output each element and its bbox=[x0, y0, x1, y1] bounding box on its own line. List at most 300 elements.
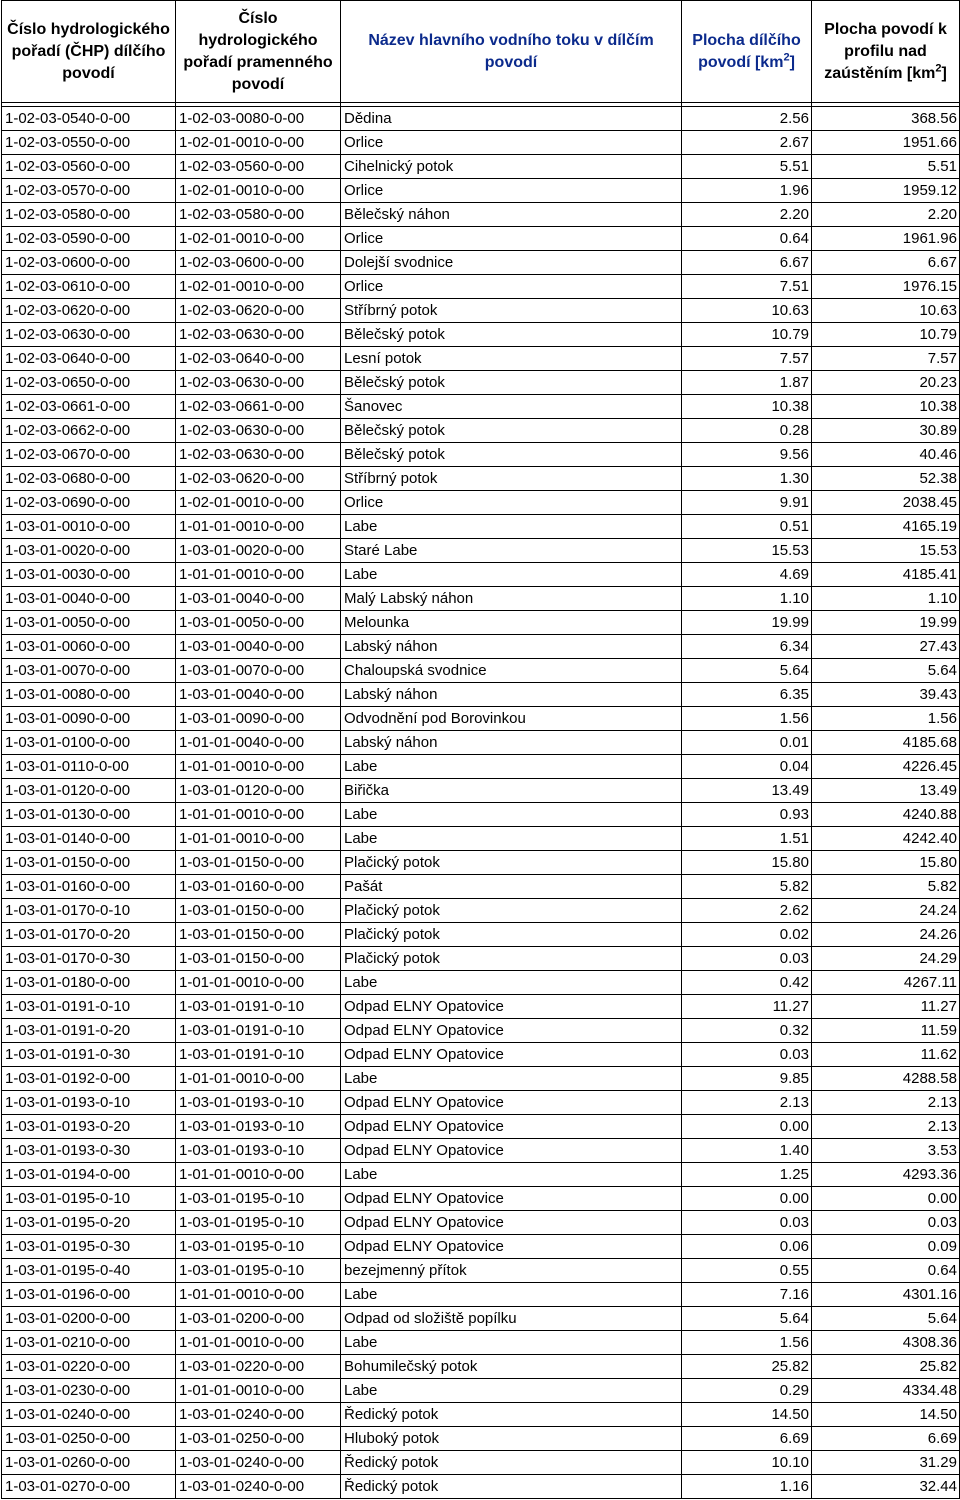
total-area-cell: 368.56 bbox=[812, 107, 960, 131]
river-name-cell: Hluboký potok bbox=[341, 1427, 682, 1451]
total-area-cell: 25.82 bbox=[812, 1355, 960, 1379]
river-name-cell: Odpad ELNY Opatovice bbox=[341, 1139, 682, 1163]
chp-cell: 1-03-01-0191-0-30 bbox=[2, 1043, 176, 1067]
table-row bbox=[2, 107, 960, 131]
table-row bbox=[2, 1139, 960, 1163]
river-name-cell: Plačický potok bbox=[341, 851, 682, 875]
table-row bbox=[2, 155, 960, 179]
subbasin-area-cell: 0.32 bbox=[682, 1019, 812, 1043]
source-chp-cell: 1-03-01-0020-0-00 bbox=[176, 539, 341, 563]
table-row bbox=[2, 1307, 960, 1331]
total-area-cell: 2.20 bbox=[812, 203, 960, 227]
table-row bbox=[2, 827, 960, 851]
river-name-cell: Labe bbox=[341, 1067, 682, 1091]
chp-cell: 1-02-03-0630-0-00 bbox=[2, 323, 176, 347]
river-name-cell: Pašát bbox=[341, 875, 682, 899]
source-chp-cell: 1-03-01-0200-0-00 bbox=[176, 1307, 341, 1331]
chp-cell: 1-03-01-0060-0-00 bbox=[2, 635, 176, 659]
source-chp-cell: 1-02-01-0010-0-00 bbox=[176, 179, 341, 203]
source-chp-cell: 1-01-01-0010-0-00 bbox=[176, 803, 341, 827]
river-name-cell: Bělečský potok bbox=[341, 419, 682, 443]
subbasin-area-cell: 1.16 bbox=[682, 1475, 812, 1499]
table-row bbox=[2, 899, 960, 923]
source-chp-cell: 1-01-01-0010-0-00 bbox=[176, 1163, 341, 1187]
total-area-cell: 1961.96 bbox=[812, 227, 960, 251]
chp-cell: 1-03-01-0230-0-00 bbox=[2, 1379, 176, 1403]
river-name-cell: Ředický potok bbox=[341, 1475, 682, 1499]
chp-cell: 1-03-01-0193-0-30 bbox=[2, 1139, 176, 1163]
table-row bbox=[2, 755, 960, 779]
total-area-cell: 3.53 bbox=[812, 1139, 960, 1163]
subbasin-area-cell: 5.64 bbox=[682, 1307, 812, 1331]
table-row bbox=[2, 1427, 960, 1451]
subbasin-area-cell: 0.03 bbox=[682, 947, 812, 971]
chp-cell: 1-03-01-0180-0-00 bbox=[2, 971, 176, 995]
total-area-cell: 10.38 bbox=[812, 395, 960, 419]
table-row bbox=[2, 1019, 960, 1043]
river-name-cell: Dědina bbox=[341, 107, 682, 131]
subbasin-area-cell: 14.50 bbox=[682, 1403, 812, 1427]
total-area-cell: 11.27 bbox=[812, 995, 960, 1019]
subbasin-area-cell: 7.57 bbox=[682, 347, 812, 371]
river-name-cell: Orlice bbox=[341, 491, 682, 515]
chp-cell: 1-03-01-0191-0-10 bbox=[2, 995, 176, 1019]
table-row bbox=[2, 1475, 960, 1499]
river-name-cell: Bělečský potok bbox=[341, 323, 682, 347]
chp-cell: 1-03-01-0110-0-00 bbox=[2, 755, 176, 779]
chp-cell: 1-02-03-0570-0-00 bbox=[2, 179, 176, 203]
chp-cell: 1-03-01-0195-0-10 bbox=[2, 1187, 176, 1211]
source-chp-cell: 1-03-01-0090-0-00 bbox=[176, 707, 341, 731]
river-name-cell: Odpad ELNY Opatovice bbox=[341, 995, 682, 1019]
chp-cell: 1-03-01-0160-0-00 bbox=[2, 875, 176, 899]
river-name-cell: Labe bbox=[341, 1283, 682, 1307]
chp-cell: 1-03-01-0130-0-00 bbox=[2, 803, 176, 827]
table-row bbox=[2, 419, 960, 443]
total-area-cell: 15.80 bbox=[812, 851, 960, 875]
chp-cell: 1-03-01-0020-0-00 bbox=[2, 539, 176, 563]
source-chp-cell: 1-02-03-0600-0-00 bbox=[176, 251, 341, 275]
source-chp-cell: 1-03-01-0150-0-00 bbox=[176, 851, 341, 875]
source-chp-cell: 1-03-01-0220-0-00 bbox=[176, 1355, 341, 1379]
total-area-cell: 6.69 bbox=[812, 1427, 960, 1451]
subbasin-area-cell: 0.55 bbox=[682, 1259, 812, 1283]
table-row bbox=[2, 323, 960, 347]
river-name-cell: Malý Labský náhon bbox=[341, 587, 682, 611]
chp-cell: 1-03-01-0030-0-00 bbox=[2, 563, 176, 587]
river-name-cell: Labe bbox=[341, 971, 682, 995]
total-area-cell: 10.63 bbox=[812, 299, 960, 323]
source-chp-cell: 1-01-01-0010-0-00 bbox=[176, 755, 341, 779]
source-chp-cell: 1-01-01-0010-0-00 bbox=[176, 1379, 341, 1403]
table-row bbox=[2, 731, 960, 755]
chp-cell: 1-03-01-0195-0-40 bbox=[2, 1259, 176, 1283]
table-row bbox=[2, 1235, 960, 1259]
total-area-cell: 52.38 bbox=[812, 467, 960, 491]
source-chp-cell: 1-02-01-0010-0-00 bbox=[176, 491, 341, 515]
source-chp-cell: 1-02-03-0630-0-00 bbox=[176, 419, 341, 443]
source-chp-cell: 1-03-01-0193-0-10 bbox=[176, 1139, 341, 1163]
source-chp-cell: 1-02-03-0640-0-00 bbox=[176, 347, 341, 371]
subbasin-area-cell: 15.53 bbox=[682, 539, 812, 563]
total-area-cell: 5.64 bbox=[812, 1307, 960, 1331]
river-name-cell: Bělečský potok bbox=[341, 371, 682, 395]
table-row bbox=[2, 1259, 960, 1283]
table-row bbox=[2, 1115, 960, 1139]
chp-cell: 1-03-01-0220-0-00 bbox=[2, 1355, 176, 1379]
table-row bbox=[2, 1043, 960, 1067]
river-name-cell: Odpad ELNY Opatovice bbox=[341, 1235, 682, 1259]
subbasin-area-cell: 15.80 bbox=[682, 851, 812, 875]
source-chp-cell: 1-03-01-0240-0-00 bbox=[176, 1451, 341, 1475]
river-name-cell: bezejmenný přítok bbox=[341, 1259, 682, 1283]
chp-cell: 1-03-01-0080-0-00 bbox=[2, 683, 176, 707]
source-chp-cell: 1-01-01-0010-0-00 bbox=[176, 1283, 341, 1307]
total-area-cell: 24.24 bbox=[812, 899, 960, 923]
river-name-cell: Orlice bbox=[341, 131, 682, 155]
source-chp-cell: 1-02-03-0620-0-00 bbox=[176, 467, 341, 491]
subbasin-area-cell: 0.03 bbox=[682, 1043, 812, 1067]
river-name-cell: Labský náhon bbox=[341, 731, 682, 755]
table-row bbox=[2, 251, 960, 275]
river-name-cell: Orlice bbox=[341, 179, 682, 203]
chp-cell: 1-02-03-0610-0-00 bbox=[2, 275, 176, 299]
total-area-cell: 5.82 bbox=[812, 875, 960, 899]
total-area-cell: 4226.45 bbox=[812, 755, 960, 779]
chp-cell: 1-03-01-0193-0-10 bbox=[2, 1091, 176, 1115]
chp-cell: 1-03-01-0210-0-00 bbox=[2, 1331, 176, 1355]
chp-cell: 1-03-01-0200-0-00 bbox=[2, 1307, 176, 1331]
river-name-cell: Odpad od složiště popílku bbox=[341, 1307, 682, 1331]
subbasin-area-cell: 1.25 bbox=[682, 1163, 812, 1187]
table-row bbox=[2, 683, 960, 707]
total-area-cell: 19.99 bbox=[812, 611, 960, 635]
total-area-cell: 4334.48 bbox=[812, 1379, 960, 1403]
river-name-cell: Bohumilečský potok bbox=[341, 1355, 682, 1379]
table-row bbox=[2, 947, 960, 971]
river-name-cell: Stříbrný potok bbox=[341, 299, 682, 323]
source-chp-cell: 1-03-01-0040-0-00 bbox=[176, 683, 341, 707]
chp-cell: 1-03-01-0194-0-00 bbox=[2, 1163, 176, 1187]
table-row bbox=[2, 707, 960, 731]
source-chp-cell: 1-02-01-0010-0-00 bbox=[176, 131, 341, 155]
subbasin-area-cell: 10.63 bbox=[682, 299, 812, 323]
source-chp-cell: 1-03-01-0191-0-10 bbox=[176, 1043, 341, 1067]
total-area-cell: 2038.45 bbox=[812, 491, 960, 515]
subbasin-area-cell: 11.27 bbox=[682, 995, 812, 1019]
chp-cell: 1-02-03-0662-0-00 bbox=[2, 419, 176, 443]
total-area-cell: 4185.68 bbox=[812, 731, 960, 755]
total-area-cell: 24.29 bbox=[812, 947, 960, 971]
river-name-cell: Melounka bbox=[341, 611, 682, 635]
river-name-cell: Orlice bbox=[341, 227, 682, 251]
subbasin-area-cell: 0.01 bbox=[682, 731, 812, 755]
subbasin-area-cell: 0.64 bbox=[682, 227, 812, 251]
total-area-cell: 5.51 bbox=[812, 155, 960, 179]
source-chp-cell: 1-01-01-0040-0-00 bbox=[176, 731, 341, 755]
source-chp-cell: 1-02-03-0620-0-00 bbox=[176, 299, 341, 323]
source-chp-cell: 1-03-01-0250-0-00 bbox=[176, 1427, 341, 1451]
header-total-area-column: Plocha povodí k profilu nad zaústěním $[km^2]$ bbox=[812, 1, 960, 103]
river-name-cell: Odpad ELNY Opatovice bbox=[341, 1091, 682, 1115]
subbasin-area-cell: 0.04 bbox=[682, 755, 812, 779]
total-area-cell: 20.23 bbox=[812, 371, 960, 395]
subbasin-area-cell: 6.35 bbox=[682, 683, 812, 707]
source-chp-cell: 1-03-01-0195-0-10 bbox=[176, 1187, 341, 1211]
chp-cell: 1-03-01-0120-0-00 bbox=[2, 779, 176, 803]
total-area-cell: 4240.88 bbox=[812, 803, 960, 827]
total-area-cell: 11.59 bbox=[812, 1019, 960, 1043]
subbasin-area-cell: 9.91 bbox=[682, 491, 812, 515]
table-row bbox=[2, 347, 960, 371]
subbasin-area-cell: 5.64 bbox=[682, 659, 812, 683]
source-chp-cell: 1-03-01-0193-0-10 bbox=[176, 1115, 341, 1139]
table-row bbox=[2, 875, 960, 899]
table-row bbox=[2, 1403, 960, 1427]
subbasin-area-cell: 1.10 bbox=[682, 587, 812, 611]
table-row bbox=[2, 515, 960, 539]
total-area-cell: 10.79 bbox=[812, 323, 960, 347]
river-name-cell: Labe bbox=[341, 1379, 682, 1403]
total-area-cell: 1951.66 bbox=[812, 131, 960, 155]
header-row bbox=[2, 1, 960, 103]
total-area-cell: 30.89 bbox=[812, 419, 960, 443]
total-area-cell: 4267.11 bbox=[812, 971, 960, 995]
chp-cell: 1-03-01-0195-0-20 bbox=[2, 1211, 176, 1235]
source-chp-cell: 1-02-03-0630-0-00 bbox=[176, 443, 341, 467]
subbasin-area-cell: 5.51 bbox=[682, 155, 812, 179]
table-row bbox=[2, 563, 960, 587]
subbasin-area-cell: 10.79 bbox=[682, 323, 812, 347]
table-body bbox=[2, 103, 960, 1499]
chp-cell: 1-02-03-0690-0-00 bbox=[2, 491, 176, 515]
subbasin-area-cell: 0.03 bbox=[682, 1211, 812, 1235]
subbasin-area-cell: 2.56 bbox=[682, 107, 812, 131]
table-row bbox=[2, 443, 960, 467]
total-area-cell: 0.00 bbox=[812, 1187, 960, 1211]
subbasin-area-cell: 0.51 bbox=[682, 515, 812, 539]
river-name-cell: Labe bbox=[341, 803, 682, 827]
table-row bbox=[2, 611, 960, 635]
total-area-cell: 39.43 bbox=[812, 683, 960, 707]
river-name-cell: Odvodnění pod Borovinkou bbox=[341, 707, 682, 731]
river-name-cell: Odpad ELNY Opatovice bbox=[341, 1019, 682, 1043]
subbasin-area-cell: 0.93 bbox=[682, 803, 812, 827]
source-chp-cell: 1-03-01-0150-0-00 bbox=[176, 899, 341, 923]
chp-cell: 1-03-01-0070-0-00 bbox=[2, 659, 176, 683]
source-chp-cell: 1-03-01-0040-0-00 bbox=[176, 635, 341, 659]
chp-cell: 1-02-03-0640-0-00 bbox=[2, 347, 176, 371]
river-name-cell: Bělečský potok bbox=[341, 443, 682, 467]
header-river-name-column: Název hlavního vodního toku v dílčím povodí bbox=[341, 1, 682, 103]
chp-cell: 1-02-03-0550-0-00 bbox=[2, 131, 176, 155]
table-row bbox=[2, 395, 960, 419]
table-row bbox=[2, 923, 960, 947]
source-chp-cell: 1-02-03-0661-0-00 bbox=[176, 395, 341, 419]
subbasin-area-cell: 1.30 bbox=[682, 467, 812, 491]
total-area-cell: 7.57 bbox=[812, 347, 960, 371]
table-row bbox=[2, 1211, 960, 1235]
table-row bbox=[2, 1091, 960, 1115]
subbasin-area-cell: 7.51 bbox=[682, 275, 812, 299]
table-row bbox=[2, 971, 960, 995]
chp-cell: 1-03-01-0195-0-30 bbox=[2, 1235, 176, 1259]
source-chp-cell: 1-03-01-0240-0-00 bbox=[176, 1403, 341, 1427]
chp-cell: 1-03-01-0170-0-30 bbox=[2, 947, 176, 971]
chp-cell: 1-03-01-0150-0-00 bbox=[2, 851, 176, 875]
chp-cell: 1-02-03-0580-0-00 bbox=[2, 203, 176, 227]
river-name-cell: Staré Labe bbox=[341, 539, 682, 563]
table-row bbox=[2, 491, 960, 515]
river-name-cell: Stříbrný potok bbox=[341, 467, 682, 491]
source-chp-cell: 1-02-03-0080-0-00 bbox=[176, 107, 341, 131]
river-name-cell: Cihelnický potok bbox=[341, 155, 682, 179]
chp-cell: 1-03-01-0170-0-20 bbox=[2, 923, 176, 947]
chp-cell: 1-03-01-0090-0-00 bbox=[2, 707, 176, 731]
total-area-cell: 4308.36 bbox=[812, 1331, 960, 1355]
chp-cell: 1-03-01-0260-0-00 bbox=[2, 1451, 176, 1475]
chp-cell: 1-03-01-0100-0-00 bbox=[2, 731, 176, 755]
table-row bbox=[2, 635, 960, 659]
source-chp-cell: 1-03-01-0120-0-00 bbox=[176, 779, 341, 803]
table-row bbox=[2, 995, 960, 1019]
total-area-cell: 5.64 bbox=[812, 659, 960, 683]
subbasin-area-cell: 10.38 bbox=[682, 395, 812, 419]
chp-cell: 1-03-01-0240-0-00 bbox=[2, 1403, 176, 1427]
river-name-cell: Plačický potok bbox=[341, 899, 682, 923]
total-area-cell: 14.50 bbox=[812, 1403, 960, 1427]
table-row bbox=[2, 1379, 960, 1403]
source-chp-cell: 1-03-01-0195-0-10 bbox=[176, 1259, 341, 1283]
subbasin-area-cell: 10.10 bbox=[682, 1451, 812, 1475]
subbasin-area-cell: 6.69 bbox=[682, 1427, 812, 1451]
subbasin-area-cell: 9.85 bbox=[682, 1067, 812, 1091]
chp-cell: 1-03-01-0040-0-00 bbox=[2, 587, 176, 611]
table-row bbox=[2, 779, 960, 803]
total-area-cell: 11.62 bbox=[812, 1043, 960, 1067]
river-name-cell: Labský náhon bbox=[341, 683, 682, 707]
total-area-cell: 0.09 bbox=[812, 1235, 960, 1259]
chp-cell: 1-03-01-0270-0-00 bbox=[2, 1475, 176, 1499]
river-name-cell: Ředický potok bbox=[341, 1403, 682, 1427]
river-name-cell: Labe bbox=[341, 563, 682, 587]
total-area-cell: 2.13 bbox=[812, 1115, 960, 1139]
table-row bbox=[2, 851, 960, 875]
total-area-cell: 32.44 bbox=[812, 1475, 960, 1499]
subbasin-area-cell: 6.34 bbox=[682, 635, 812, 659]
chp-cell: 1-03-01-0192-0-00 bbox=[2, 1067, 176, 1091]
source-chp-cell: 1-02-01-0010-0-00 bbox=[176, 275, 341, 299]
subbasin-area-cell: 0.29 bbox=[682, 1379, 812, 1403]
subbasin-area-cell: 6.67 bbox=[682, 251, 812, 275]
table-row bbox=[2, 1355, 960, 1379]
header-subbasin-area-column: Plocha dílčího povodí $[km^2]$ bbox=[682, 1, 812, 103]
table-row bbox=[2, 1283, 960, 1307]
source-chp-cell: 1-01-01-0010-0-00 bbox=[176, 971, 341, 995]
river-name-cell: Lesní potok bbox=[341, 347, 682, 371]
total-area-cell: 4165.19 bbox=[812, 515, 960, 539]
chp-cell: 1-03-01-0191-0-20 bbox=[2, 1019, 176, 1043]
chp-cell: 1-03-01-0140-0-00 bbox=[2, 827, 176, 851]
total-area-cell: 4242.40 bbox=[812, 827, 960, 851]
subbasin-area-cell: 2.13 bbox=[682, 1091, 812, 1115]
chp-cell: 1-03-01-0196-0-00 bbox=[2, 1283, 176, 1307]
source-chp-cell: 1-02-03-0580-0-00 bbox=[176, 203, 341, 227]
subbasin-area-cell: 19.99 bbox=[682, 611, 812, 635]
subbasin-area-cell: 1.87 bbox=[682, 371, 812, 395]
subbasin-area-cell: 7.16 bbox=[682, 1283, 812, 1307]
chp-cell: 1-02-03-0670-0-00 bbox=[2, 443, 176, 467]
table-row bbox=[2, 203, 960, 227]
chp-cell: 1-02-03-0590-0-00 bbox=[2, 227, 176, 251]
source-chp-cell: 1-03-01-0150-0-00 bbox=[176, 947, 341, 971]
total-area-cell: 1959.12 bbox=[812, 179, 960, 203]
chp-cell: 1-02-03-0661-0-00 bbox=[2, 395, 176, 419]
table-row bbox=[2, 803, 960, 827]
total-area-cell: 13.49 bbox=[812, 779, 960, 803]
table-row bbox=[2, 1451, 960, 1475]
chp-cell: 1-03-01-0050-0-00 bbox=[2, 611, 176, 635]
river-name-cell: Orlice bbox=[341, 275, 682, 299]
subbasin-area-cell: 0.00 bbox=[682, 1187, 812, 1211]
subbasin-area-cell: 1.56 bbox=[682, 707, 812, 731]
source-chp-cell: 1-03-01-0195-0-10 bbox=[176, 1235, 341, 1259]
source-chp-cell: 1-03-01-0191-0-10 bbox=[176, 1019, 341, 1043]
header-chp-column: Číslo hydrologického pořadí (ČHP) dílčího povodí bbox=[2, 1, 176, 103]
chp-cell: 1-02-03-0680-0-00 bbox=[2, 467, 176, 491]
river-name-cell: Plačický potok bbox=[341, 923, 682, 947]
source-chp-cell: 1-01-01-0010-0-00 bbox=[176, 827, 341, 851]
river-name-cell: Chaloupská svodnice bbox=[341, 659, 682, 683]
table-row bbox=[2, 131, 960, 155]
source-chp-cell: 1-01-01-0010-0-00 bbox=[176, 563, 341, 587]
river-name-cell: Odpad ELNY Opatovice bbox=[341, 1115, 682, 1139]
river-name-cell: Labe bbox=[341, 1163, 682, 1187]
subbasin-area-cell: 13.49 bbox=[682, 779, 812, 803]
river-name-cell: Bělečský náhon bbox=[341, 203, 682, 227]
chp-cell: 1-02-03-0540-0-00 bbox=[2, 107, 176, 131]
subbasin-area-cell: 0.06 bbox=[682, 1235, 812, 1259]
river-name-cell: Labe bbox=[341, 755, 682, 779]
subbasin-area-cell: 1.51 bbox=[682, 827, 812, 851]
subbasin-area-cell: 0.42 bbox=[682, 971, 812, 995]
subbasin-area-cell: 9.56 bbox=[682, 443, 812, 467]
chp-cell: 1-02-03-0650-0-00 bbox=[2, 371, 176, 395]
total-area-cell: 24.26 bbox=[812, 923, 960, 947]
subbasin-area-cell: 0.28 bbox=[682, 419, 812, 443]
total-area-cell: 31.29 bbox=[812, 1451, 960, 1475]
table-row bbox=[2, 371, 960, 395]
table-row bbox=[2, 1187, 960, 1211]
source-chp-cell: 1-02-03-0560-0-00 bbox=[176, 155, 341, 179]
chp-cell: 1-02-03-0560-0-00 bbox=[2, 155, 176, 179]
source-chp-cell: 1-02-03-0630-0-00 bbox=[176, 371, 341, 395]
total-area-cell: 1.10 bbox=[812, 587, 960, 611]
chp-cell: 1-03-01-0193-0-20 bbox=[2, 1115, 176, 1139]
subbasin-area-cell: 0.00 bbox=[682, 1115, 812, 1139]
total-area-cell: 1976.15 bbox=[812, 275, 960, 299]
subbasin-area-cell: 25.82 bbox=[682, 1355, 812, 1379]
source-chp-cell: 1-01-01-0010-0-00 bbox=[176, 515, 341, 539]
table-row bbox=[2, 299, 960, 323]
total-area-cell: 4288.58 bbox=[812, 1067, 960, 1091]
subbasin-area-cell: 0.02 bbox=[682, 923, 812, 947]
total-area-cell: 0.64 bbox=[812, 1259, 960, 1283]
total-area-cell: 40.46 bbox=[812, 443, 960, 467]
table-row bbox=[2, 587, 960, 611]
total-area-cell: 4301.16 bbox=[812, 1283, 960, 1307]
total-area-cell: 6.67 bbox=[812, 251, 960, 275]
